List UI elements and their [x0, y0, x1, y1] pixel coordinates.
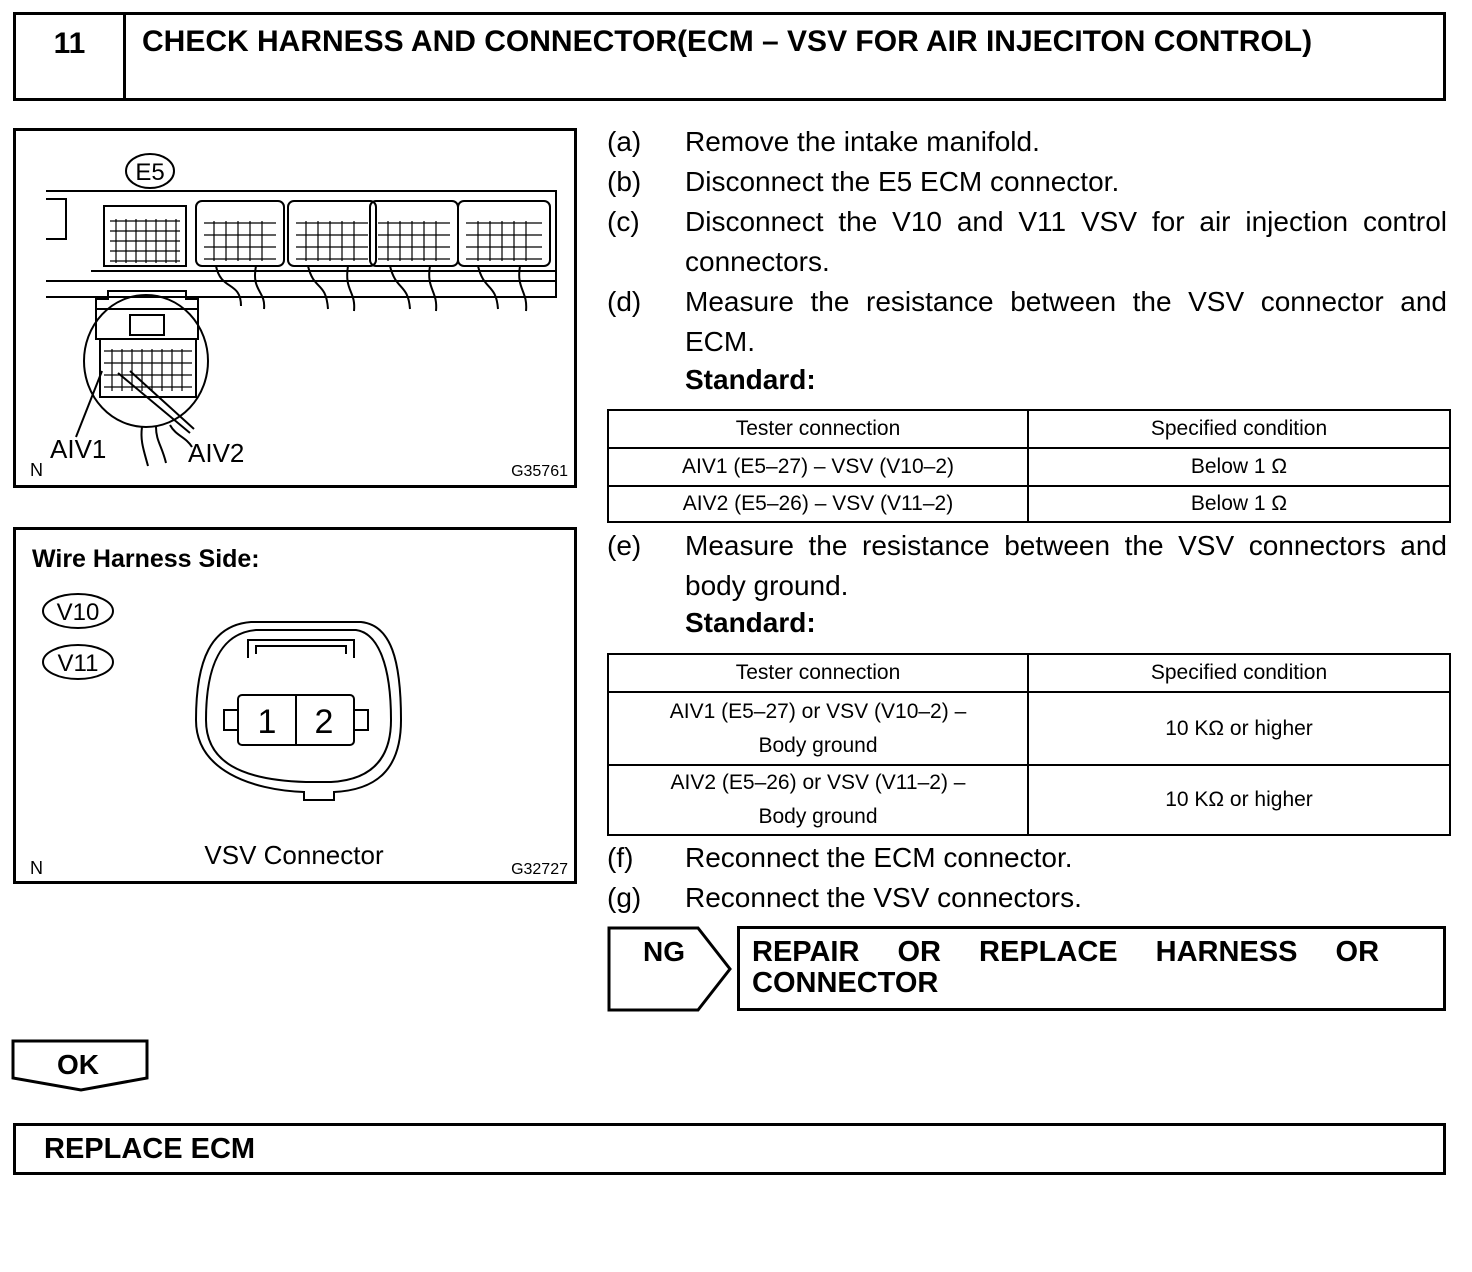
- table-cell: 10 KΩ or higher: [1028, 692, 1450, 765]
- ok-label: OK: [57, 1049, 99, 1080]
- ng-arrow: [606, 924, 736, 1014]
- step-letter: (g): [607, 882, 642, 913]
- step-text: Remove the intake manifold.: [685, 126, 1040, 157]
- ng-action-text: REPAIR OR REPLACE HARNESS OR CONNECTOR: [752, 936, 1380, 999]
- cell-line: AIV1 (E5–27) or VSV (V10–2) –: [669, 699, 967, 723]
- pin-1: 1: [257, 703, 277, 741]
- table-cell: Below 1 Ω: [1028, 486, 1450, 522]
- standard-label: Standard:: [685, 607, 816, 638]
- standard-label: Standard:: [685, 364, 816, 395]
- corner-mark: N: [30, 460, 43, 480]
- pin-2: 2: [314, 703, 334, 741]
- e5-tag: E5: [135, 159, 165, 186]
- aiv1-label: AIV1: [50, 434, 107, 464]
- step-text: Disconnect the V10 and V11 VSV for air injection control connectors.: [685, 206, 1447, 277]
- table-row: [608, 448, 1450, 486]
- ecm-connector-illustration: [16, 131, 574, 485]
- step-text: Reconnect the ECM connector.: [685, 842, 1073, 873]
- step-letter: (d): [607, 286, 642, 317]
- cell-line: AIV2 (E5–26) or VSV (V11–2) –: [670, 771, 966, 794]
- step-number: 11: [16, 15, 126, 98]
- table-row: [608, 692, 1450, 765]
- table-header: Tester connection: [608, 654, 1028, 692]
- table-row: [608, 765, 1450, 835]
- ng-label: NG: [643, 936, 685, 967]
- step-text: Disconnect the E5 ECM connector.: [685, 166, 1120, 197]
- ng-action-box: [737, 926, 1446, 1011]
- table-cell: [608, 765, 1028, 835]
- cell-line: Body ground: [758, 733, 878, 757]
- v10-tag: V10: [56, 599, 100, 626]
- step-letter: (e): [607, 530, 642, 561]
- table-cell: [608, 692, 1028, 765]
- step-text: Measure the resistance between the VSV connectors and body ground.: [685, 530, 1447, 601]
- table-header: Tester connection: [608, 410, 1028, 448]
- vsv-connector-caption: VSV Connector: [204, 840, 384, 870]
- corner-mark: N: [30, 858, 43, 878]
- ecm-connector-figure: [13, 128, 577, 488]
- wire-harness-heading: Wire Harness Side:: [32, 545, 260, 573]
- resistance-table-1: [607, 409, 1451, 523]
- table-header: Specified condition: [1028, 654, 1450, 692]
- vsv-connector-figure: [13, 527, 577, 884]
- table-header: Specified condition: [1028, 410, 1450, 448]
- step-title: CHECK HARNESS AND CONNECTOR(ECM – VSV FOR AIR INJECITON CONTROL): [142, 25, 1313, 58]
- table-cell: AIV1 (E5–27) – VSV (V10–2): [608, 448, 1028, 486]
- final-action-text: REPLACE ECM: [44, 1133, 256, 1165]
- figure-code: G32727: [511, 861, 568, 878]
- table-row: [608, 486, 1450, 522]
- step-header: [13, 12, 1446, 101]
- final-action-box: [13, 1123, 1446, 1175]
- cell-line: Body ground: [758, 805, 878, 828]
- step-letter: (a): [607, 126, 642, 157]
- table-cell: 10 KΩ or higher: [1028, 765, 1450, 835]
- v11-tag: V11: [57, 650, 99, 677]
- step-letter: (c): [607, 206, 640, 237]
- aiv2-label: AIV2: [188, 438, 245, 468]
- figure-code: G35761: [511, 463, 568, 480]
- resistance-table-2: [607, 653, 1451, 836]
- step-letter: (b): [607, 166, 642, 197]
- step-text: Reconnect the VSV connectors.: [685, 882, 1082, 913]
- table-cell: AIV2 (E5–26) – VSV (V11–2): [608, 486, 1028, 522]
- step-text: Measure the resistance between the VSV connector and ECM.: [685, 286, 1447, 357]
- step-letter: (f): [607, 842, 634, 873]
- table-cell: Below 1 Ω: [1028, 448, 1450, 486]
- vsv-connector-illustration: [16, 530, 574, 881]
- ok-arrow: [11, 1038, 151, 1094]
